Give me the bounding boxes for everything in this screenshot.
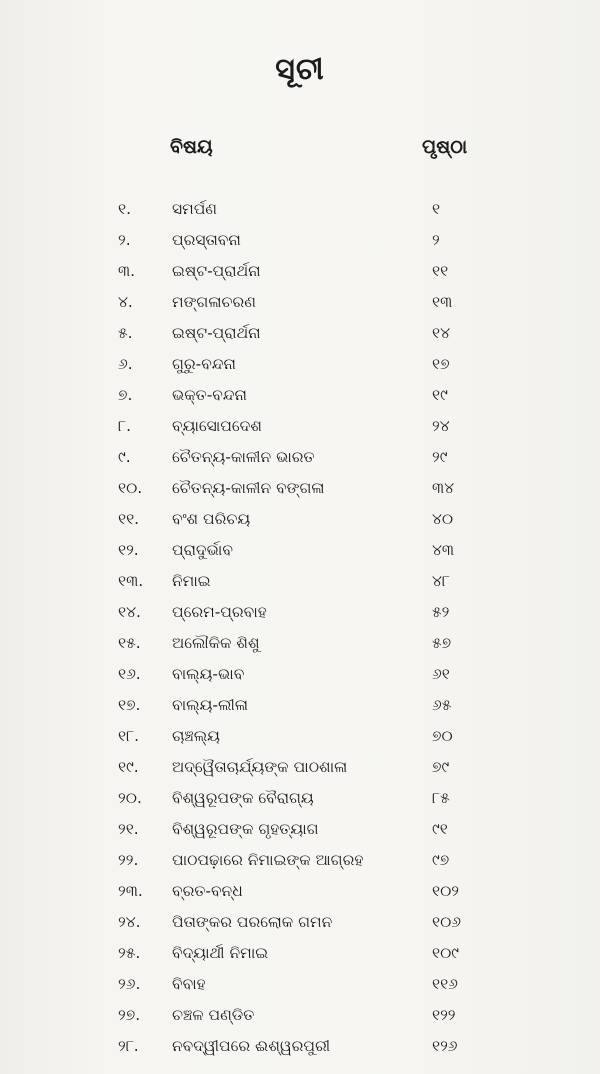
toc-entry-number: ୧୦. [118, 479, 143, 497]
toc-entry [0, 692, 600, 723]
toc-entry-page: ୧ [432, 200, 441, 218]
toc-entry-page: ୨ [432, 231, 440, 249]
toc-entry-page: ୪୦ [432, 510, 454, 528]
toc-entry-number: ୧୮. [118, 727, 140, 745]
toc-entry-page: ୨୯ [432, 448, 448, 466]
toc-entry [0, 568, 600, 599]
toc-entry-page: ୧୧ [432, 262, 449, 280]
toc-entry-title: ବଂଶ ପରିଚୟ [172, 510, 251, 528]
toc-entry-page: ୧୧୬ [432, 975, 458, 993]
toc-entry-title: ବିଦ୍ୟାର୍ଥୀ ନିମାଇ [172, 944, 269, 962]
column-header-page: ପୃଷ୍ଠା [422, 136, 468, 158]
toc-entry-page: ୮୫ [432, 789, 450, 807]
toc-entry-title: ଭକ୍ତ-ବନ୍ଦନା [172, 386, 248, 404]
toc-entry-title: ଅଲୌକିକ ଶିଶୁ [172, 634, 260, 652]
toc-entry-title: ଅଦ୍ୱୈତାଚାର୍ଯ୍ୟଙ୍କ ପାଠଶାଳା [172, 758, 348, 776]
toc-entry [0, 1033, 600, 1064]
toc-entry-number: ୧୨. [118, 541, 139, 559]
column-header-subject: ବିଷୟ [170, 136, 213, 158]
toc-entry-title: ବିଶ୍ୱରୂପଙ୍କ ବୈରାଗ୍ୟ [172, 789, 314, 807]
toc-entry-number: ୧୪. [118, 603, 141, 621]
toc-entry-page: ୧୦୬ [432, 913, 462, 931]
toc-entry-title: ବ୍ୟାସୋପଦେଶ [172, 417, 262, 435]
toc-entry [0, 351, 600, 382]
toc-entry-title: ଚୈତନ୍ୟ-କାଳୀନ ବଙ୍ଗଳା [172, 479, 325, 497]
toc-entry-title: ବାଲ୍ୟ-ଭାବ [172, 665, 245, 683]
toc-entry-title: ବ୍ରତ-ବନ୍ଧ [172, 882, 243, 900]
toc-entry-page: ୧୨୬ [432, 1037, 458, 1055]
toc-entry [0, 320, 600, 351]
toc-entry-title: ପ୍ରସ୍ତାବନା [172, 231, 241, 249]
toc-entry [0, 940, 600, 971]
toc-entry-title: ବିବାହ [172, 975, 206, 993]
toc-entry-number: ୫. [118, 324, 133, 342]
toc-entry [0, 971, 600, 1002]
toc-entry-title: ପ୍ରାଦୁର୍ଭାବ [172, 541, 233, 559]
toc-entry-title: ଚୈତନ୍ୟ-କାଳୀନ ଭାରତ [172, 448, 315, 466]
toc-entry [0, 909, 600, 940]
toc-entry-title: ବିଶ୍ୱରୂପଙ୍କ ଗୃହତ୍ୟାଗ [172, 820, 319, 838]
toc-entry-page: ୯୧ [432, 820, 448, 838]
toc-entry-number: ୭. [118, 386, 133, 404]
toc-entry [0, 630, 600, 661]
toc-entry-page: ୪୮ [432, 572, 451, 590]
toc-entry-title: ନବଦ୍ୱୀପରେ ଈଶ୍ୱରପୁରୀ [172, 1037, 331, 1055]
toc-entry-page: ୫୨ [432, 603, 450, 621]
toc-entry-number: ୨୬. [118, 975, 141, 993]
toc-entry [0, 227, 600, 258]
toc-entry-title: ଚାଞ୍ଚଲ୍ୟ [172, 727, 220, 745]
toc-entry [0, 723, 600, 754]
toc-entry-page: ୧୩ [432, 293, 453, 311]
toc-entry [0, 537, 600, 568]
toc-entry-page: ୩୪ [432, 479, 455, 497]
toc-entry-page: ୧୦୨ [432, 882, 460, 900]
toc-entry-title: ନିମାଇ [172, 572, 211, 590]
toc-entry-page: ୨୪ [432, 417, 450, 435]
toc-entry-number: ୧୩. [118, 572, 144, 590]
toc-entry-page: ୭୦ [432, 727, 453, 745]
toc-entry-page: ୪୩ [432, 541, 455, 559]
toc-entry-title: ଇଷ୍ଟ-ପ୍ରାର୍ଥନା [172, 262, 261, 280]
toc-entry [0, 475, 600, 506]
toc-entry-number: ୨୪. [118, 913, 141, 931]
page-title: ସୂଚୀ [275, 52, 325, 87]
toc-entry-page: ୭୯ [432, 758, 450, 776]
toc-entry-title: ଚଞ୍ଚଳ ପଣ୍ଡିତ [172, 1006, 255, 1024]
toc-entry [0, 289, 600, 320]
toc-entry-number: ୮. [118, 417, 132, 435]
toc-entry [0, 258, 600, 289]
toc-entry [0, 599, 600, 630]
toc-entry-number: ୬. [118, 355, 133, 373]
toc-entry-title: ସମର୍ପଣ [172, 200, 218, 218]
toc-entry-page: ୬୧ [432, 665, 450, 683]
table-of-contents [0, 196, 600, 1064]
toc-entry-number: ୨୭. [118, 1006, 141, 1024]
toc-entry-number: ୨୦. [118, 789, 142, 807]
toc-entry-page: ୧୭ [432, 355, 450, 373]
toc-entry [0, 413, 600, 444]
toc-entry-number: ୯. [118, 448, 131, 466]
toc-entry-number: ୨୩. [118, 882, 143, 900]
toc-entry-title: ଗୁରୁ-ବନ୍ଦନା [172, 355, 236, 373]
toc-entry-number: ୧୭. [118, 696, 141, 714]
toc-entry [0, 816, 600, 847]
toc-entry-page: ୧୨୨ [432, 1006, 456, 1024]
toc-entry-page: ୫୭ [432, 634, 452, 652]
toc-entry-page: ୧୯ [432, 386, 448, 404]
toc-entry [0, 847, 600, 878]
toc-entry-title: ବାଲ୍ୟ-ଲୀଳା [172, 696, 248, 714]
toc-entry-page: ୯୭ [432, 851, 450, 869]
toc-entry-page: ୧୦୯ [432, 944, 460, 962]
toc-entry-title: ଇଷ୍ଟ-ପ୍ରାର୍ଥନା [172, 324, 261, 342]
toc-entry-number: ୨୧. [118, 820, 139, 838]
toc-entry-number: ୨୨. [118, 851, 139, 869]
toc-entry-number: ୧୯. [118, 758, 139, 776]
toc-entry-number: ୧୫. [118, 634, 141, 652]
toc-entry [0, 878, 600, 909]
toc-entry-number: ୧୧. [118, 510, 140, 528]
toc-entry-title: ମଙ୍ଗଳାଚରଣ [172, 293, 256, 311]
toc-entry-title: ପ୍ରେମ-ପ୍ରବାହ [172, 603, 267, 621]
toc-entry-number: ୨୫. [118, 944, 141, 962]
toc-entry-number: ୨୮. [118, 1037, 139, 1055]
toc-entry [0, 754, 600, 785]
toc-entry [0, 661, 600, 692]
toc-entry [0, 382, 600, 413]
toc-entry [0, 196, 600, 227]
toc-entry [0, 444, 600, 475]
toc-entry-page: ୬୫ [432, 696, 452, 714]
toc-entry [0, 1002, 600, 1033]
toc-entry-page: ୧୪ [432, 324, 451, 342]
toc-entry-number: ୩. [118, 262, 136, 280]
toc-entry-number: ୧୬. [118, 665, 141, 683]
toc-entry-number: ୧. [118, 200, 132, 218]
toc-entry-number: ୨. [118, 231, 131, 249]
toc-entry-title: ପାଠପଢ଼ାରେ ନିମାଇଙ୍କ ଆଗ୍ରହ [172, 851, 364, 869]
toc-entry [0, 785, 600, 816]
toc-entry [0, 506, 600, 537]
toc-entry-number: ୪. [118, 293, 133, 311]
toc-entry-title: ପିତାଙ୍କର ପରଲୋକ ଗମନ [172, 913, 333, 931]
